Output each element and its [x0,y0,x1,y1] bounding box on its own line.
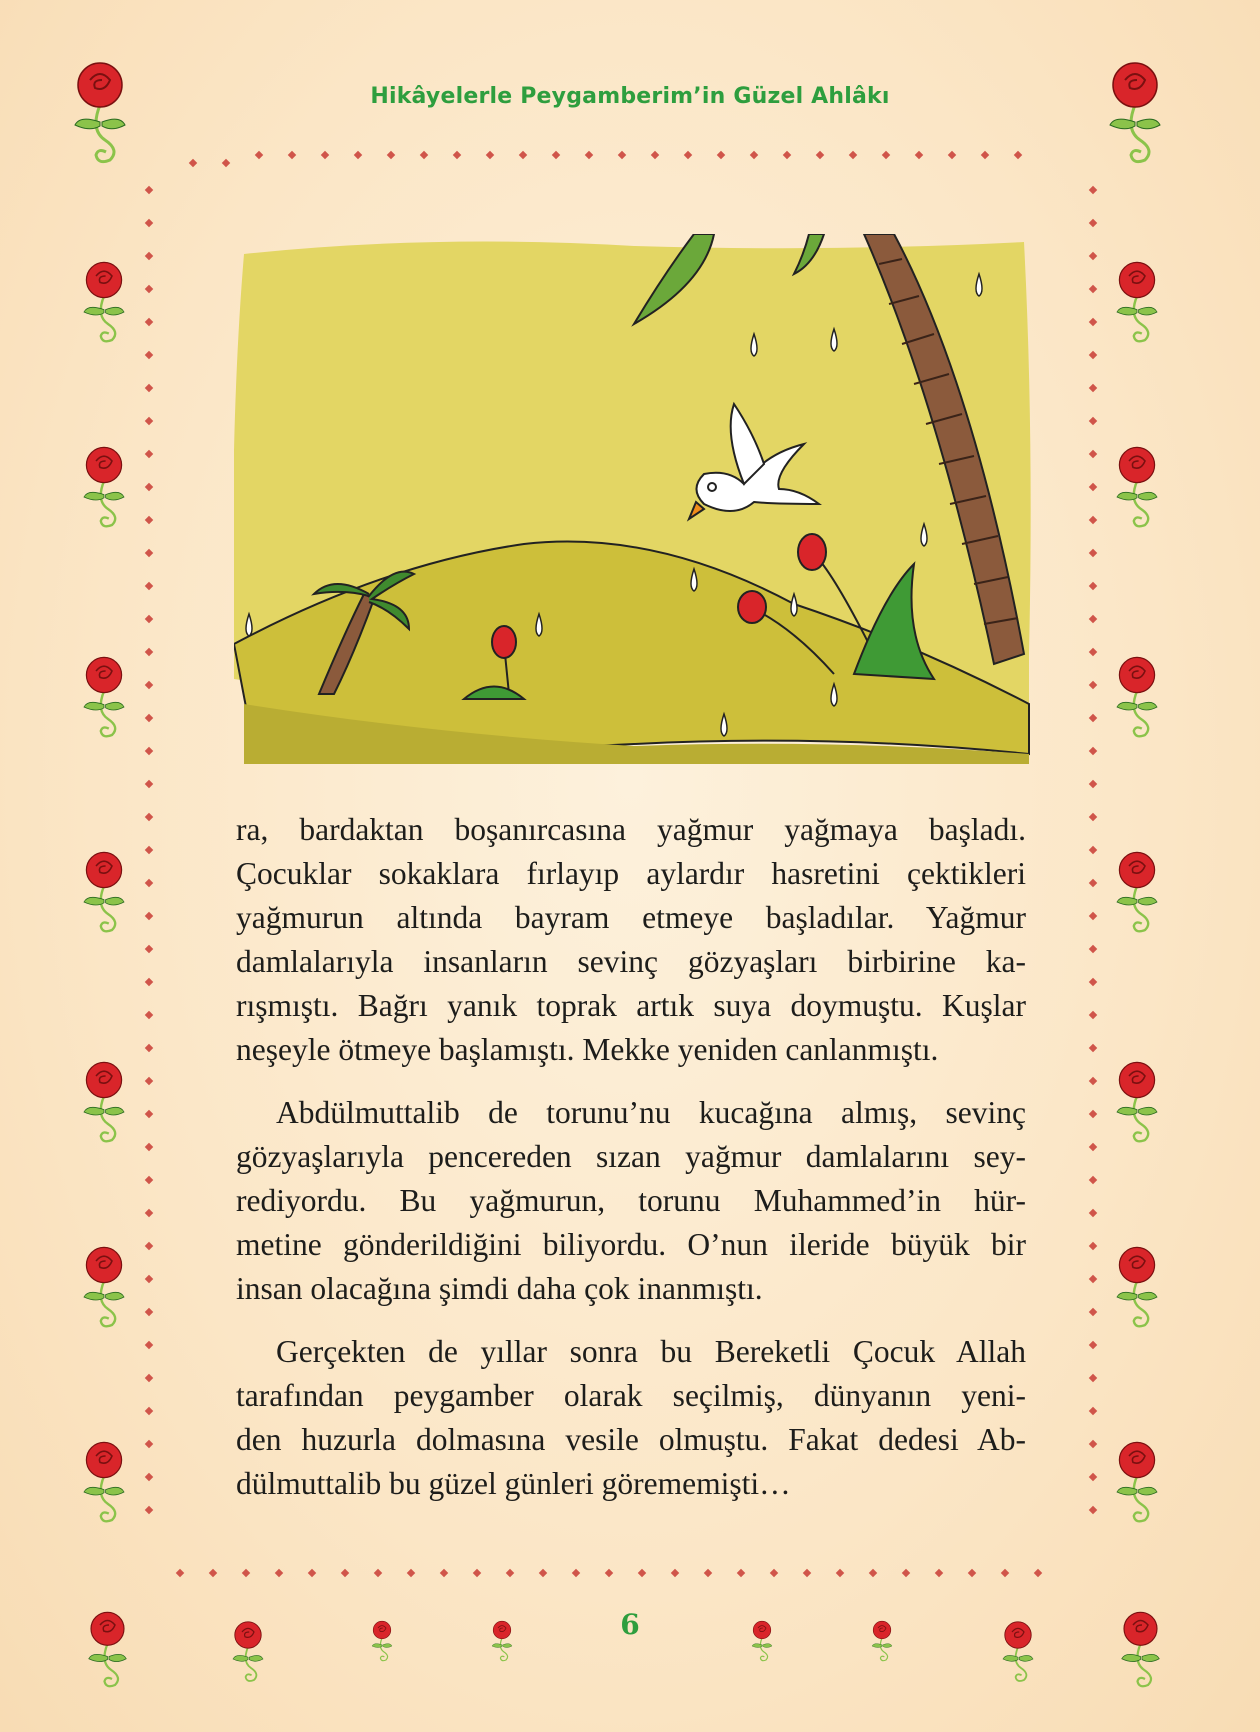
border-dot [605,1569,613,1577]
border-dot [1089,780,1097,788]
border-dot [1089,945,1097,953]
border-dot [1089,879,1097,887]
border-dot [145,780,153,788]
paragraph [236,1330,1026,1506]
border-dot [321,151,329,159]
border-dot [1089,1077,1097,1085]
border-dot [1089,846,1097,854]
border-dot [145,417,153,425]
border-dot [145,1044,153,1052]
border-dot [1014,151,1022,159]
border-dot [145,912,153,920]
border-dot [1089,1506,1097,1514]
border-dot [145,714,153,722]
rose-icon [1113,445,1161,533]
border-dot [145,186,153,194]
border-dot [145,351,153,359]
rose-icon [1105,60,1165,170]
border-dot [1089,285,1097,293]
border-dot [1089,1011,1097,1019]
story-text [236,808,1026,1525]
border-dot [803,1569,811,1577]
text-line: rışmıştı. Bağrı yanık toprak artık suya doymuştu. Kuşlar [236,988,1026,1023]
border-dot [145,1440,153,1448]
rose-icon [750,1620,774,1664]
border-dot [618,151,626,159]
border-dot [145,318,153,326]
border-dot [671,1569,679,1577]
border-dot [737,1569,745,1577]
text-line: gözyaşlarıyla pencereden sızan yağmur damlalarını sey- [236,1139,1026,1174]
border-dot [255,151,263,159]
border-dot [1089,1473,1097,1481]
rose-icon [1113,1245,1161,1333]
border-dot [145,813,153,821]
border-dot [407,1569,415,1577]
rose-icon [80,1245,128,1333]
border-dot [145,1176,153,1184]
border-dot [552,151,560,159]
border-dot [176,1569,184,1577]
border-dot [539,1569,547,1577]
rose-icon [490,1620,514,1664]
rose-icon [1113,260,1161,348]
border-dot [145,978,153,986]
border-dot [420,151,428,159]
paragraph [236,808,1026,1072]
rose-icon [1113,850,1161,938]
border-dot [1001,1569,1009,1577]
rose-icon [230,1620,266,1686]
text-line: damlalarıyla insanların sevinç gözyaşları birbirine ka- [236,944,1026,979]
border-dot [1089,1110,1097,1118]
border-dot [145,1209,153,1217]
border-dot [1089,186,1097,194]
border-dot [750,151,758,159]
rose-icon [1113,1060,1161,1148]
border-dot [145,1374,153,1382]
border-dot [1089,978,1097,986]
border-dot [836,1569,844,1577]
border-dot [1089,1308,1097,1316]
border-dot [1089,714,1097,722]
border-dot [308,1569,316,1577]
border-dot [506,1569,514,1577]
border-dot [1089,1143,1097,1151]
border-dot [473,1569,481,1577]
rose-icon [80,445,128,533]
border-dot [1089,747,1097,755]
border-dot [1089,549,1097,557]
border-dot [704,1569,712,1577]
border-dot [145,582,153,590]
border-dot [585,151,593,159]
rose-icon [80,850,128,938]
rain-illustration [234,234,1034,764]
text-line: Abdülmuttalib de torunu’nu kucağına almış, sevinç [276,1095,1026,1130]
border-dot [354,151,362,159]
border-dot [1089,1209,1097,1217]
border-dot [145,219,153,227]
border-dot [1089,516,1097,524]
rose-icon [1113,1440,1161,1528]
rose-icon [1118,1610,1163,1693]
border-dot [1089,252,1097,260]
border-dot [145,1506,153,1514]
border-dot [1089,1176,1097,1184]
border-dot [145,1407,153,1415]
border-dot [849,151,857,159]
border-dot [145,1308,153,1316]
border-dot [145,1242,153,1250]
border-dot [145,549,153,557]
border-dot [145,384,153,392]
border-dot [453,151,461,159]
text-line: dülmuttalib bu güzel günleri görememişti… [236,1466,791,1501]
border-dot [882,151,890,159]
border-dot [915,151,923,159]
text-line: neşeyle ötmeye başlamıştı. Mekke yeniden canlanmıştı. [236,1032,939,1067]
border-dot [651,151,659,159]
border-dot [1089,813,1097,821]
border-dot [1089,1044,1097,1052]
border-dot [968,1569,976,1577]
border-dot [770,1569,778,1577]
border-dot [981,151,989,159]
border-dot [1089,1242,1097,1250]
text-line: yağmurun altında bayram etmeye başladılar. Yağmur [236,900,1026,935]
border-dot [902,1569,910,1577]
border-dot [717,151,725,159]
rose-icon [1000,1620,1036,1686]
rose-icon [80,655,128,743]
border-dot [1089,1341,1097,1349]
border-dot [222,159,230,167]
border-dot [1089,450,1097,458]
border-dot [816,151,824,159]
border-dot [145,1011,153,1019]
border-dot [275,1569,283,1577]
running-header: Hikâyelerle Peygamberim’in Güzel Ahlâkı [370,84,890,109]
rose-icon [1113,655,1161,743]
border-dot [145,879,153,887]
border-dot [935,1569,943,1577]
border-dot [189,159,197,167]
border-dot [145,252,153,260]
border-dot [145,516,153,524]
border-dot [288,151,296,159]
border-dot [1089,912,1097,920]
border-dot [145,483,153,491]
border-dot [209,1569,217,1577]
border-dot [145,1077,153,1085]
border-dot [145,846,153,854]
border-dot [145,615,153,623]
border-dot [145,1143,153,1151]
border-dot [145,1341,153,1349]
border-dot [145,450,153,458]
rose-icon [80,1440,128,1528]
border-dot [145,1473,153,1481]
border-dot [1089,351,1097,359]
text-line: den huzurla dolmasına vesile olmuştu. Fakat dedesi Ab- [236,1422,1026,1457]
border-dot [1089,1275,1097,1283]
rose-icon [70,60,130,170]
text-line: rediyordu. Bu yağmurun, torunu Muhammed’in hür- [236,1183,1026,1218]
text-line: metine gönderildiğini biliyordu. O’nun ileride büyük bir [236,1227,1026,1262]
border-dot [145,1110,153,1118]
border-dot [1089,681,1097,689]
border-dot [948,151,956,159]
border-dot [145,285,153,293]
border-dot [1089,219,1097,227]
border-dot [1089,648,1097,656]
border-dot [572,1569,580,1577]
border-dot [1089,1374,1097,1382]
border-dot [145,945,153,953]
rose-icon [370,1620,394,1664]
text-line: Gerçekten de yıllar sonra bu Bereketli Çocuk Allah [276,1334,1026,1369]
rose-icon [85,1610,130,1693]
border-dot [1089,615,1097,623]
border-dot [145,648,153,656]
rose-icon [80,1060,128,1148]
page-number: 6 [620,1608,640,1641]
text-line: tarafından peygamber olarak seçilmiş, dünyanın yeni- [236,1378,1026,1413]
border-dot [783,151,791,159]
border-dot [387,151,395,159]
border-dot [145,681,153,689]
border-dot [1089,1440,1097,1448]
rose-icon [870,1620,894,1664]
border-dot [341,1569,349,1577]
border-dot [1089,582,1097,590]
border-dot [1089,417,1097,425]
border-dot [684,151,692,159]
border-dot [1034,1569,1042,1577]
text-line: Çocuklar sokaklara fırlayıp aylardır hasretini çektikleri [236,856,1026,891]
border-dot [374,1569,382,1577]
border-dot [145,747,153,755]
border-dot [440,1569,448,1577]
text-line: insan olacağına şimdi daha çok inanmıştı. [236,1271,763,1306]
border-dot [1089,1407,1097,1415]
text-line: ra, bardaktan boşanırcasına yağmur yağmaya başladı. [236,812,1026,847]
border-dot [1089,384,1097,392]
border-dot [519,151,527,159]
paragraph [236,1091,1026,1311]
rose-icon [80,260,128,348]
border-dot [145,1275,153,1283]
border-dot [638,1569,646,1577]
border-dot [869,1569,877,1577]
border-dot [242,1569,250,1577]
border-dot [1089,483,1097,491]
border-dot [1089,318,1097,326]
border-dot [486,151,494,159]
